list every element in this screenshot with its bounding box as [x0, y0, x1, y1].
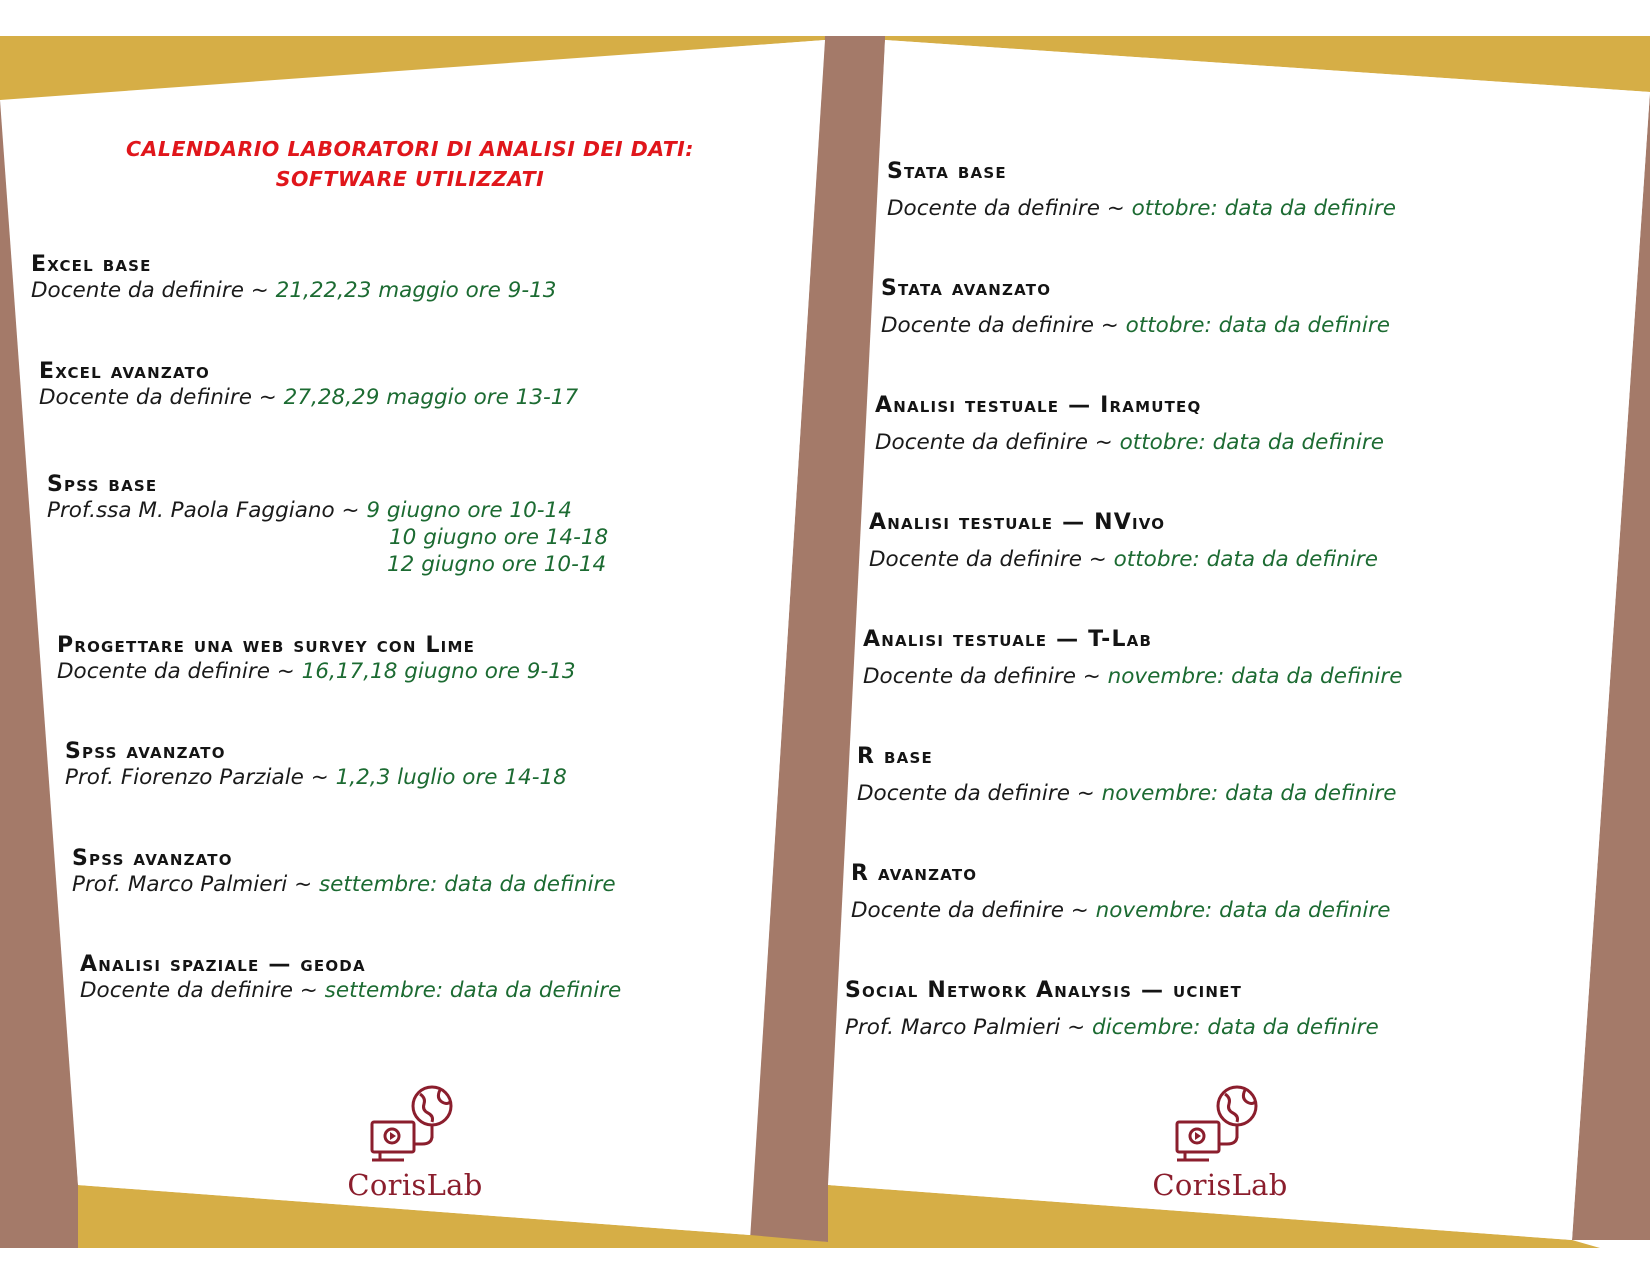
course-details: [80, 977, 621, 1004]
course-details: [851, 897, 1390, 924]
title-line-2: SOFTWARE UTILIZZATI: [275, 167, 545, 191]
course-title: Stata avanzato: [881, 276, 1052, 301]
course-details: [857, 780, 1396, 807]
course-title: Excel base: [31, 252, 152, 277]
course-r-base: [857, 745, 1396, 807]
course-title: Excel avanzato: [39, 359, 210, 384]
page-title: [110, 134, 710, 194]
course-date: dicembre: data da definire: [1091, 1015, 1379, 1040]
course-title: Analisi spaziale — geoda: [80, 952, 366, 977]
course-teacher: Prof. Marco Palmieri ~: [845, 1015, 1092, 1040]
course-date: 16,17,18 giugno ore 9-13: [301, 659, 576, 684]
course-date: settembre: data da definire: [324, 978, 622, 1003]
course-date: settembre: data da definire: [318, 872, 616, 897]
course-web-survey: [57, 634, 576, 685]
course-details: [845, 1014, 1379, 1041]
course-title: R base: [857, 744, 933, 769]
corislab-logo-right: [1145, 1084, 1295, 1202]
course-details: [47, 497, 608, 524]
course-title: Analisi testuale — Iramuteq: [875, 393, 1202, 418]
course-tlab: [863, 628, 1402, 690]
course-details: [863, 663, 1402, 690]
course-details: [72, 871, 616, 898]
logo-text: CorisLab: [1152, 1168, 1288, 1202]
course-title: R avanzato: [851, 861, 978, 886]
course-details: [39, 384, 578, 411]
course-title: Analisi testuale — NVivo: [869, 510, 1166, 535]
course-details: [881, 312, 1390, 339]
course-details: [65, 764, 567, 791]
course-teacher: Docente da definire ~: [875, 430, 1120, 455]
course-details: [57, 658, 576, 685]
course-teacher: Docente da definire ~: [80, 978, 325, 1003]
course-ucinet: [845, 979, 1379, 1041]
course-date: ottobre: data da definire: [1131, 196, 1396, 221]
course-details: [887, 195, 1396, 222]
course-teacher: Prof. Fiorenzo Parziale ~: [65, 765, 336, 790]
course-iramuteq: [875, 394, 1384, 456]
course-title: Spss avanzato: [65, 739, 226, 764]
course-details: [869, 546, 1378, 573]
course-extra-date: 10 giugno ore 14-18: [389, 525, 609, 550]
course-details: [31, 277, 556, 304]
course-teacher: Prof. Marco Palmieri ~: [72, 872, 319, 897]
course-teacher: Docente da definire ~: [869, 547, 1114, 572]
computer-globe-icon: [360, 1084, 470, 1174]
course-teacher: Docente da definire ~: [857, 781, 1102, 806]
computer-globe-icon: [1165, 1084, 1275, 1174]
course-date: 27,28,29 maggio ore 13-17: [283, 385, 579, 410]
course-date: novembre: data da definire: [1101, 781, 1397, 806]
course-date: 21,22,23 maggio ore 9-13: [275, 278, 557, 303]
course-extra-date: 12 giugno ore 10-14: [387, 552, 607, 577]
course-analisi-spaziale: [80, 953, 621, 1004]
title-line-1: CALENDARIO LABORATORI DI ANALISI DEI DATI:: [125, 137, 695, 161]
course-teacher: Docente da definire ~: [851, 898, 1096, 923]
course-date: novembre: data da definire: [1107, 664, 1403, 689]
course-date: ottobre: data da definire: [1113, 547, 1378, 572]
course-teacher: Docente da definire ~: [31, 278, 276, 303]
course-title: Analisi testuale — T-Lab: [863, 627, 1153, 652]
course-date: ottobre: data da definire: [1119, 430, 1384, 455]
course-teacher: Docente da definire ~: [881, 313, 1126, 338]
course-excel-base: [31, 253, 556, 304]
course-title: Stata base: [887, 159, 1007, 184]
course-title: Spss base: [47, 472, 158, 497]
logo-text: CorisLab: [347, 1168, 483, 1202]
course-stata-avanzato: [881, 277, 1390, 339]
course-stata-base: [887, 160, 1396, 222]
course-teacher: Docente da definire ~: [57, 659, 302, 684]
course-title: Spss avanzato: [72, 846, 233, 871]
course-date: ottobre: data da definire: [1125, 313, 1390, 338]
corislab-logo-left: [340, 1084, 490, 1202]
course-excel-avanzato: [39, 360, 578, 411]
course-r-avanzato: [851, 862, 1390, 924]
course-teacher: Prof.ssa M. Paola Faggiano ~: [47, 498, 367, 523]
course-title: Progettare una web survey con Lime: [57, 633, 476, 658]
course-nvivo: [869, 511, 1378, 573]
course-date: 9 giugno ore 10-14: [366, 498, 572, 523]
course-spss-base: [47, 473, 608, 578]
course-teacher: Docente da definire ~: [39, 385, 284, 410]
course-date: 1,2,3 luglio ore 14-18: [335, 765, 567, 790]
course-teacher: Docente da definire ~: [863, 664, 1108, 689]
course-title: Social Network Analysis — ucinet: [845, 978, 1243, 1003]
course-details: [875, 429, 1384, 456]
course-spss-avanzato-1: [65, 740, 567, 791]
course-spss-avanzato-2: [72, 847, 616, 898]
course-date: novembre: data da definire: [1095, 898, 1391, 923]
course-teacher: Docente da definire ~: [887, 196, 1132, 221]
